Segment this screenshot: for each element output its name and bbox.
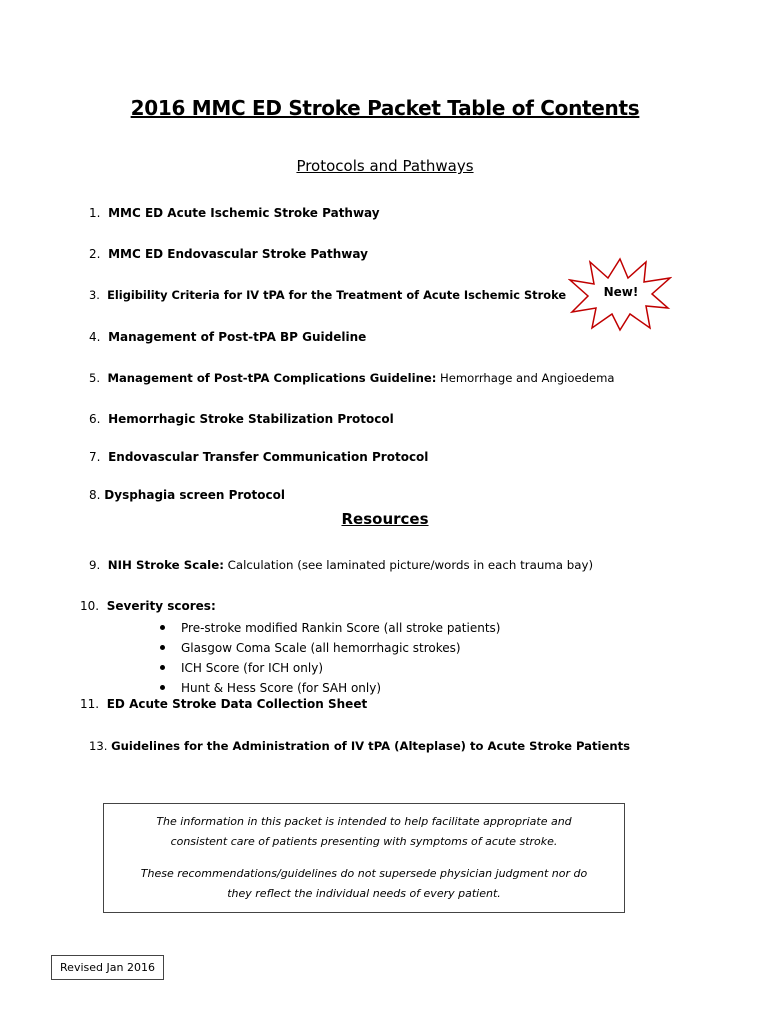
bullet-text: ICH Score (for ICH only): [181, 661, 323, 675]
toc-item-4: [89, 330, 366, 344]
bullet-icon: [160, 685, 165, 690]
item-title: Endovascular Transfer Communication Protocol: [108, 450, 429, 464]
disclaimer-text-2: These recommendations/guidelines do not supersede physician judgment nor do they reflect the individual needs of every patient.: [140, 867, 588, 900]
item-title: ED Acute Stroke Data Collection Sheet: [106, 697, 368, 711]
bullet-text: Pre-stroke modified Rankin Score (all stroke patients): [181, 621, 501, 635]
toc-item-11: [80, 697, 367, 711]
item-title: Hemorrhagic Stroke Stabilization Protocol: [108, 412, 394, 426]
item-number: 2.: [89, 247, 101, 261]
item-number: 4.: [89, 330, 101, 344]
disclaimer-box: [103, 803, 625, 913]
new-badge-label: New!: [603, 285, 639, 299]
protocols-heading: Protocols and Pathways: [296, 157, 474, 175]
item-title: NIH Stroke Scale:: [107, 558, 224, 572]
item-number: 6.: [89, 412, 101, 426]
item-title: Severity scores:: [106, 599, 216, 613]
toc-item-10: [80, 599, 216, 613]
bullet-text: Glasgow Coma Scale (all hemorrhagic strokes): [181, 641, 461, 655]
item-title: Management of Post-tPA BP Guideline: [108, 330, 367, 344]
resources-heading: Resources: [341, 510, 429, 528]
item-number: 10.: [80, 599, 100, 613]
toc-item-13: [89, 739, 630, 753]
severity-score-list: [160, 618, 500, 698]
item-number: 7.: [89, 450, 101, 464]
toc-item-5: [89, 371, 615, 385]
item-number: 5.: [89, 371, 101, 385]
item-number: 11.: [80, 697, 100, 711]
toc-item-7: [89, 450, 428, 464]
item-detail: Calculation (see laminated picture/words in each trauma bay): [223, 558, 594, 572]
list-item: [160, 638, 500, 658]
item-title: MMC ED Endovascular Stroke Pathway: [108, 247, 368, 261]
item-title: Eligibility Criteria for IV tPA for the Treatment of Acute Ischemic Stroke: [107, 288, 567, 302]
toc-item-8: [89, 488, 285, 502]
toc-item-9: [89, 558, 593, 572]
item-number: 3.: [89, 288, 100, 302]
toc-item-1: [89, 206, 380, 220]
item-number: 9.: [89, 558, 101, 572]
toc-item-6: [89, 412, 394, 426]
item-number: 13.: [89, 739, 108, 753]
toc-item-3: [89, 288, 566, 302]
item-detail: Hemorrhage and Angioedema: [436, 371, 615, 385]
bullet-icon: [160, 665, 165, 670]
item-title: Management of Post-tPA Complications Guideline:: [107, 371, 437, 385]
list-item: [160, 618, 500, 638]
item-number: 8.: [89, 488, 101, 502]
item-title: MMC ED Acute Ischemic Stroke Pathway: [108, 206, 380, 220]
item-number: 1.: [89, 206, 101, 220]
list-item: [160, 658, 500, 678]
toc-item-2: [89, 247, 368, 261]
bullet-text: Hunt & Hess Score (for SAH only): [181, 681, 382, 695]
list-item: [160, 678, 500, 698]
bullet-icon: [160, 645, 165, 650]
bullet-icon: [160, 625, 165, 630]
item-title: Guidelines for the Administration of IV tPA (Alteplase) to Acute Stroke Patients: [111, 739, 631, 753]
item-title: Dysphagia screen Protocol: [104, 488, 285, 502]
disclaimer-text-1: The information in this packet is intended to help facilitate appropriate and consistent care of patients presenting with symptoms of acute stroke.: [156, 815, 572, 848]
revision-date-box: Revised Jan 2016: [51, 955, 164, 980]
document-title: 2016 MMC ED Stroke Packet Table of Contents: [130, 96, 640, 120]
